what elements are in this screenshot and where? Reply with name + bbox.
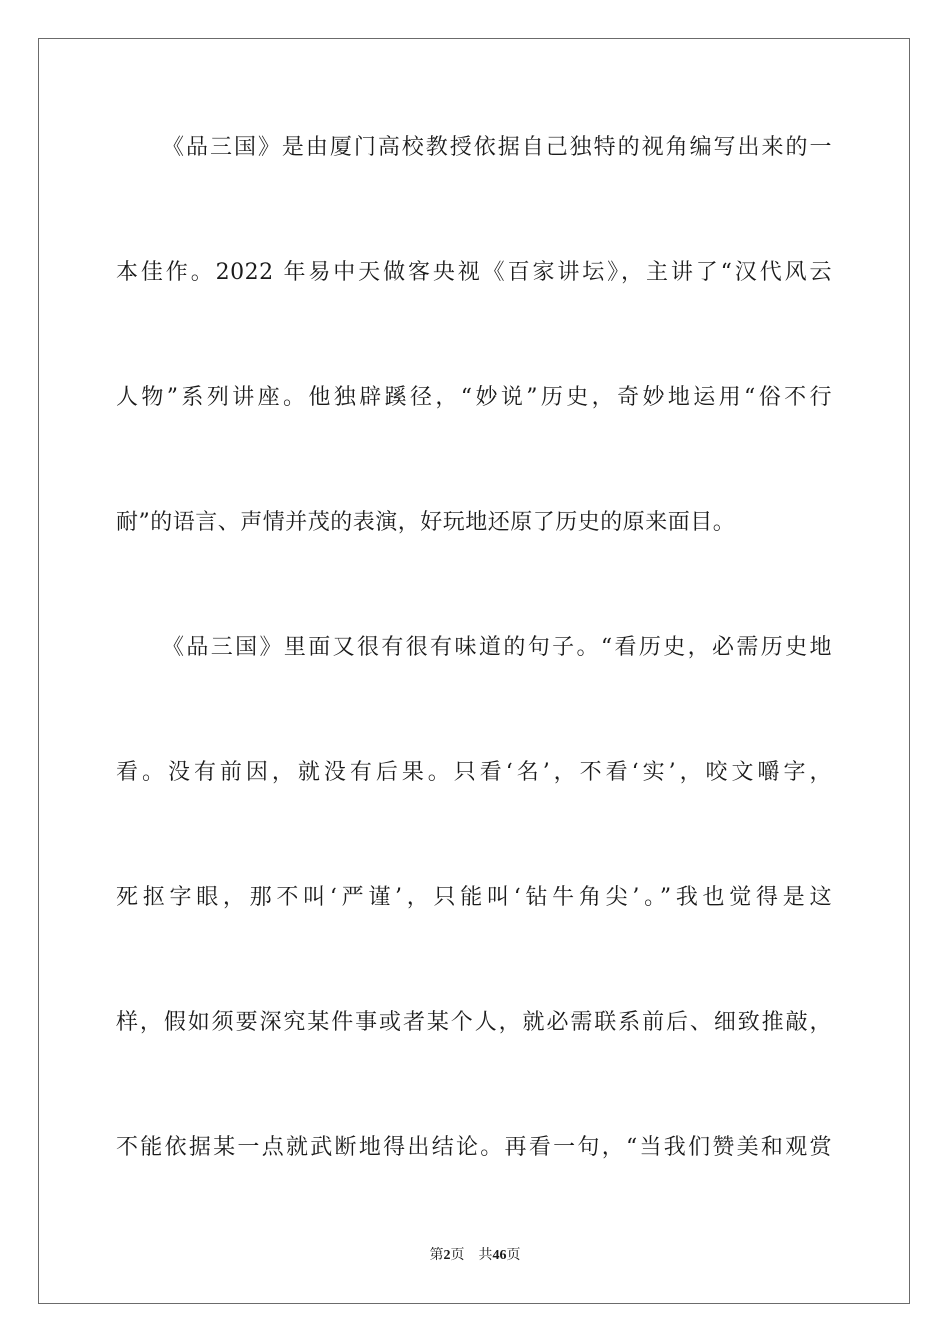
page-number: 2 [443,1248,451,1263]
total-label-suffix: 页 [506,1248,521,1263]
page-label-suffix: 页 [450,1248,465,1263]
paragraph-2-line-2: 看。没有前因，就没有后果。只看‘名’，不看‘实’，咬文嚼字， [116,760,832,785]
paragraph-1-line-3: 人物”系列讲座。他独辟蹊径，“妙说”历史，奇妙地运用“俗不行 [116,385,832,410]
page-label-prefix: 第 [429,1248,444,1263]
paragraph-2-line-1: 《品三国》里面又很有很有味道的句子。“看历史，必需历史地 [162,635,832,660]
page-border [38,38,910,1304]
paragraph-2-line-5: 不能依据某一点就武断地得出结论。再看一句，“当我们赞美和观赏 [116,1135,832,1160]
total-label-prefix: 共 [478,1248,493,1263]
paragraph-1-line-1: 《品三国》是由厦门高校教授依据自己独特的视角编写出来的一 [162,135,832,160]
total-pages: 46 [492,1248,507,1263]
paragraph-2-line-4: 样，假如须要深究某件事或者某个人，就必需联系前后、细致推敲， [116,1010,832,1035]
paragraph-1-line-2: 本佳作。2022 年易中天做客央视《百家讲坛》，主讲了“汉代风云 [116,260,832,285]
paragraph-1-line-4: 耐”的语言、声情并茂的表演，好玩地还原了历史的原来面目。 [116,510,736,535]
page-footer [0,1247,950,1265]
paragraph-2-line-3: 死抠字眼，那不叫‘严谨’，只能叫‘钻牛角尖’。”我也觉得是这 [116,885,832,910]
